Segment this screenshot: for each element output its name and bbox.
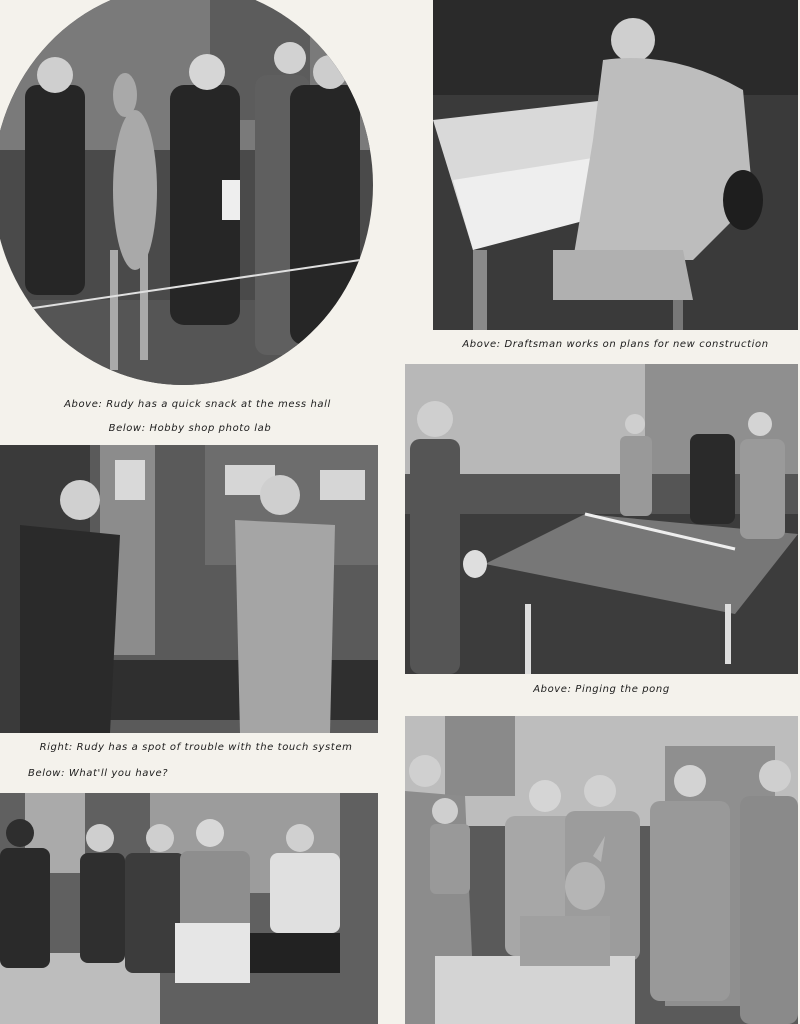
typewriter-photo — [405, 716, 798, 1024]
touch-system-caption: Right: Rudy has a spot of trouble with the touch system — [39, 742, 353, 753]
bar-caption: Below: What'll you have? — [28, 768, 169, 779]
ping-pong-photo — [405, 364, 798, 674]
mess-hall-photo — [0, 0, 375, 390]
bar-photo — [0, 793, 378, 1024]
photo-lab-photo — [0, 445, 378, 733]
photo-lab-caption: Below: Hobby shop photo lab — [108, 423, 272, 434]
draftsman-photo — [433, 0, 798, 330]
draftsman-caption: Above: Draftsman works on plans for new construction — [462, 339, 769, 350]
ping-pong-caption: Above: Pinging the pong — [533, 684, 670, 695]
mess-hall-caption: Above: Rudy has a quick snack at the mess hall — [64, 399, 331, 410]
